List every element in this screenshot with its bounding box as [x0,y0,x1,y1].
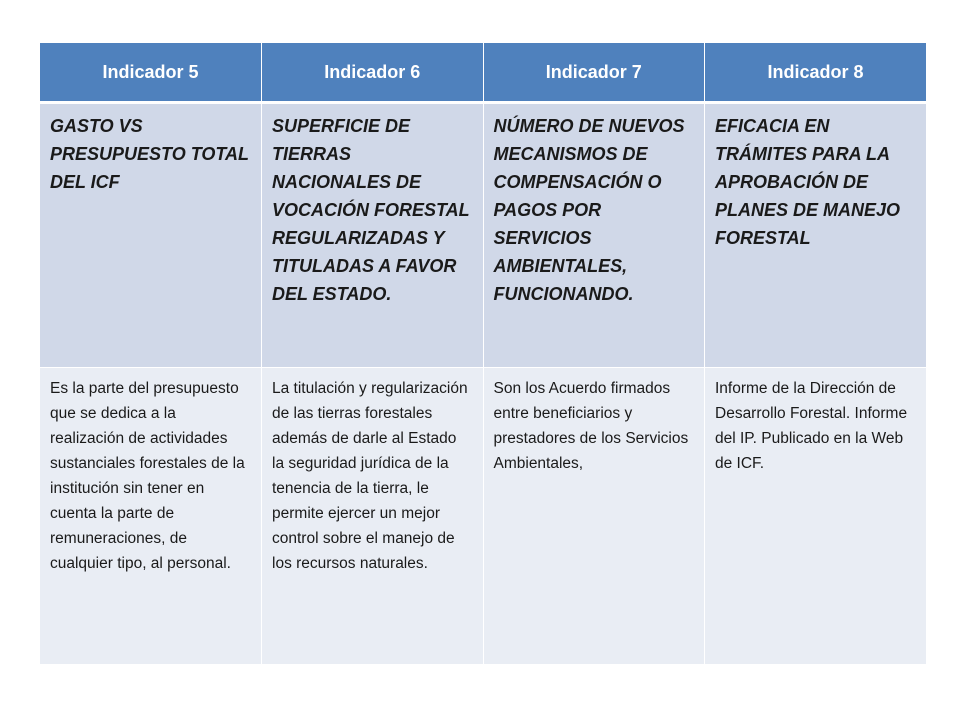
header-indicador-5: Indicador 5 [40,43,262,103]
header-row [40,43,926,103]
indicator-5-name: GASTO VS PRESUPUESTO TOTAL DEL ICF [40,103,262,368]
indicator-7-description: Son los Acuerdo firmados entre beneficiarios y prestadores de los Servicios Ambientales, [483,368,705,664]
indicator-7-name: NÚMERO DE NUEVOS MECANISMOS DE COMPENSACIÓN O PAGOS POR SERVICIOS AMBIENTALES, FUNCIONANDO. [483,103,705,368]
indicator-8-name: EFICACIA EN TRÁMITES PARA LA APROBACIÓN DE PLANES DE MANEJO FORESTAL [705,103,927,368]
indicator-8-description: Informe de la Dirección de Desarrollo Forestal. Informe del IP. Publicado en la Web de ICF. [705,368,927,664]
indicator-6-name: SUPERFICIE DE TIERRAS NACIONALES DE VOCACIÓN FORESTAL REGULARIZADAS Y TITULADAS A FAVOR DEL ESTADO. [262,103,484,368]
indicator-description-row [40,368,926,664]
indicator-6-description: La titulación y regularización de las tierras forestales además de darle al Estado la seguridad jurídica de la tenencia de la tierra, le permite ejercer un mejor control sobre el manejo de los recursos naturales. [262,368,484,664]
indicator-name-row [40,103,926,368]
header-indicador-7: Indicador 7 [483,43,705,103]
header-indicador-8: Indicador 8 [705,43,927,103]
indicators-table [40,43,926,664]
indicator-5-description: Es la parte del presupuesto que se dedica a la realización de actividades sustanciales forestales de la institución sin tener en cuenta la parte de remuneraciones, de cualquier tipo, al personal. [40,368,262,664]
header-indicador-6: Indicador 6 [262,43,484,103]
